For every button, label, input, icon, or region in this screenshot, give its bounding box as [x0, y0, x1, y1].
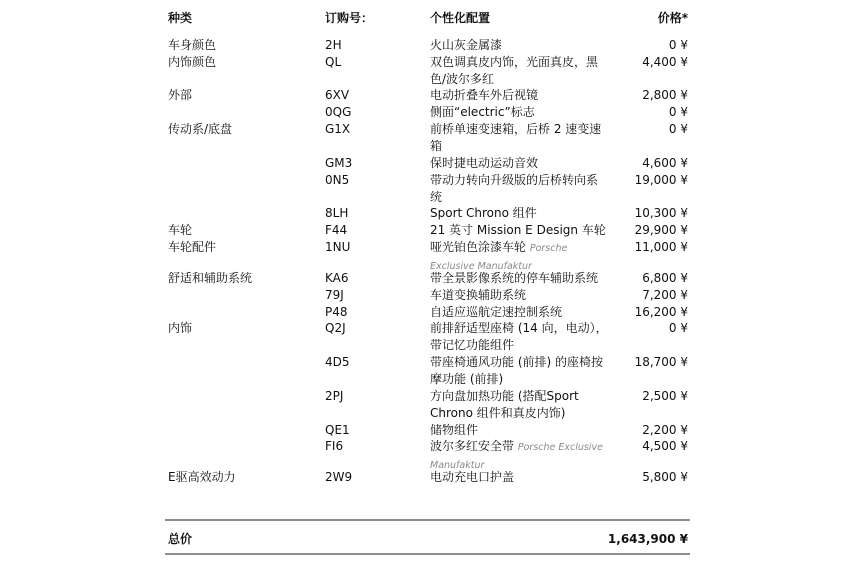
row-code: FI6	[325, 439, 344, 453]
row-code: KA6	[325, 271, 349, 285]
header-category: 种类	[168, 11, 193, 25]
row-description	[430, 155, 608, 172]
row-description-text: 双色调真皮内饰，光面真皮，黑色/波尔多红	[430, 55, 599, 86]
row-price: 4,500 ¥	[642, 439, 688, 453]
row-description-text: 储物组件	[430, 423, 479, 437]
row-description-text: 哑光铂色涂漆车轮	[430, 240, 527, 254]
row-price: 0 ¥	[668, 38, 688, 52]
row-price: 10,300 ¥	[634, 206, 688, 220]
row-price: 19,000 ¥	[634, 173, 688, 187]
row-category: 车身颜色	[168, 38, 217, 52]
row-code: G1X	[325, 122, 351, 136]
row-description-text: 波尔多红安全带	[430, 439, 515, 453]
row-description	[430, 37, 608, 54]
total-price: 1,643,900 ¥	[607, 532, 688, 546]
row-code: 6XV	[325, 88, 350, 102]
row-category: 内饰颜色	[168, 55, 217, 69]
row-description-text: 自适应巡航定速控制系统	[430, 305, 563, 319]
row-code: 2W9	[325, 470, 353, 484]
row-code: 1NU	[325, 240, 351, 254]
row-description-text: 火山灰金属漆	[430, 38, 503, 52]
row-price: 2,200 ¥	[642, 423, 688, 437]
row-description-text: 保时捷电动运动音效	[430, 156, 539, 170]
row-description	[430, 104, 608, 121]
row-price: 18,700 ¥	[634, 355, 688, 369]
header-order-number: 订购号：	[325, 11, 374, 25]
row-code: P48	[325, 305, 348, 319]
row-description	[430, 54, 608, 88]
row-description-text: 电动充电口护盖	[430, 470, 515, 484]
row-description-text: 车道变换辅助系统	[430, 288, 527, 302]
row-price: 6,800 ¥	[642, 271, 688, 285]
row-description-text: 前桥单速变速箱，后桥 2 速变速箱	[430, 122, 602, 153]
row-description-text: 21 英寸 Mission E Design 车轮	[430, 223, 606, 237]
row-description	[430, 172, 608, 206]
row-price: 4,400 ¥	[642, 55, 688, 69]
row-description-text: 带动力转向升级版的后桥转向系统	[430, 173, 599, 204]
total-bottom-divider	[165, 553, 690, 555]
row-description	[430, 388, 608, 422]
row-description	[430, 469, 608, 486]
row-code: F44	[325, 223, 348, 237]
row-code: 0N5	[325, 173, 350, 187]
row-description	[430, 304, 608, 321]
row-code: 79J	[325, 288, 344, 302]
row-code: Q2J	[325, 321, 346, 335]
row-description-text: 电动折叠车外后视镜	[430, 88, 539, 102]
row-description	[430, 87, 608, 104]
row-code: GM3	[325, 156, 353, 170]
row-description	[430, 270, 608, 287]
row-description	[430, 354, 608, 388]
header-price: 价格*	[657, 11, 688, 25]
row-code: 2H	[325, 38, 342, 52]
row-code: 4D5	[325, 355, 350, 369]
row-price: 0 ¥	[668, 105, 688, 119]
row-description-text: Sport Chrono 组件	[430, 206, 537, 220]
header-configuration: 个性化配置	[430, 11, 491, 25]
row-price: 16,200 ¥	[634, 305, 688, 319]
row-description	[430, 287, 608, 304]
row-price: 5,800 ¥	[642, 470, 688, 484]
row-code: QE1	[325, 423, 350, 437]
row-code: 2PJ	[325, 389, 344, 403]
row-description	[430, 422, 608, 439]
row-description-text: 前排舒适型座椅 (14 向，电动），带记忆功能组件	[430, 321, 608, 352]
row-description-text: 带座椅通风功能 (前排) 的座椅按摩功能 (前排)	[430, 355, 603, 386]
manufaktur-note: Porsche Exclusive Manufaktur	[430, 243, 568, 272]
row-category: 车轮	[168, 223, 193, 237]
total-label: 总价	[168, 532, 193, 546]
row-category: E驱高效动力	[168, 470, 236, 484]
row-description	[430, 121, 608, 155]
row-category: 内饰	[168, 321, 193, 335]
row-category: 传动系/底盘	[168, 122, 233, 136]
row-description	[430, 320, 608, 354]
row-price: 2,800 ¥	[642, 88, 688, 102]
row-category: 车轮配件	[168, 240, 217, 254]
row-code: QL	[325, 55, 342, 69]
row-description	[430, 205, 608, 222]
row-price: 4,600 ¥	[642, 156, 688, 170]
row-description-text: 带全景影像系统的停车辅助系统	[430, 271, 599, 285]
row-category: 外部	[168, 88, 193, 102]
row-description-text: 侧面“electric”标志	[430, 105, 535, 119]
row-price: 2,500 ¥	[642, 389, 688, 403]
row-code: 0QG	[325, 105, 352, 119]
row-code: 8LH	[325, 206, 349, 220]
total-top-divider	[165, 519, 690, 521]
row-price: 7,200 ¥	[642, 288, 688, 302]
row-price: 11,000 ¥	[634, 240, 688, 254]
manufaktur-note: Porsche Exclusive Manufaktur	[430, 442, 603, 471]
row-description-text: 方向盘加热功能 (搭配Sport Chrono 组件和真皮内饰)	[430, 389, 579, 420]
row-category: 舒适和辅助系统	[168, 271, 253, 285]
row-price: 0 ¥	[668, 321, 688, 335]
row-description	[430, 222, 608, 239]
row-price: 0 ¥	[668, 122, 688, 136]
row-price: 29,900 ¥	[634, 223, 688, 237]
